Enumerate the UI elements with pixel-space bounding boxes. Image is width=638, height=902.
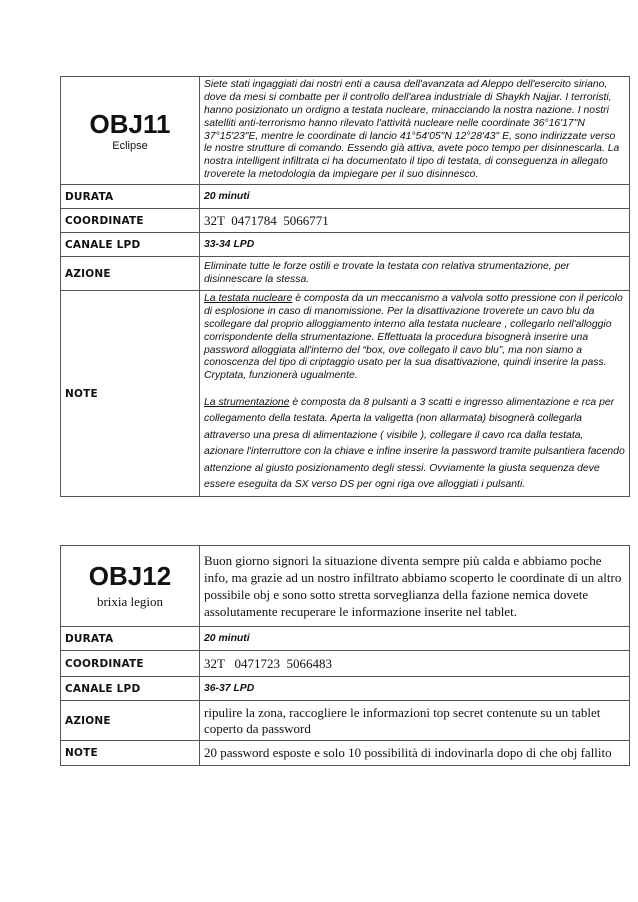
- obj12-intro: Buon giorno signori la situazione diventa sempre più calda e abbiamo poche info, ma grazie ad un nostro infiltrato abbiamo scoperto le coordinate di un altro possibile obj e sono sotto stretta sorveglianza della fazione nemica dovete assolutamente recuperare le informazione inserite nel tablet.: [200, 546, 630, 627]
- obj12-coordinate-value: 32T 0471723 5066483: [200, 651, 630, 677]
- obj12-subtitle: brixia legion: [96, 594, 164, 609]
- obj12-azione-value: ripulire la zona, raccogliere le informazioni top secret contenute su un tablet coperto da password: [200, 701, 630, 741]
- obj11-note-label: NOTE: [61, 291, 200, 497]
- obj11-coordinate-label: COORDINATE: [61, 209, 200, 233]
- obj11-subtitle: Eclipse: [112, 139, 148, 152]
- obj11-table: [60, 76, 630, 497]
- obj12-table: [60, 545, 630, 766]
- obj11-canale-value: 33-34 LPD: [200, 233, 630, 257]
- obj11-coordinate-value: 32T 0471784 5066771: [200, 209, 630, 233]
- obj12-durata-label: DURATA: [61, 627, 200, 651]
- obj11-durata-label: DURATA: [61, 185, 200, 209]
- obj12-coordinate-label: COORDINATE: [61, 651, 200, 677]
- obj11-note-p2-text: è composta da 8 pulsanti a 3 scatti e ingresso alimentazione e rca per collegamento della testata. Aperta la valigetta (non allarmata) bisognerà collegarla attraverso una presa di alimentazione ( visibile ), collegare il cavo rca dalla testata, azionare l'interruttore con la chiave e infine inserire la password tramite pulsantiera facendo attenzione al giusto posizionamento degli stessi. Ovviamente la giusta sequenza deve essere eseguita da SX verso DS per ogni riga ove alloggiati i pulsanti.: [204, 397, 625, 491]
- obj11-note-cell: [200, 291, 630, 497]
- obj12-note-label: NOTE: [61, 741, 200, 766]
- obj12-durata-value: 20 minuti: [200, 627, 630, 651]
- obj12-header-cell: [61, 546, 200, 627]
- obj11-header-cell: [61, 77, 200, 185]
- obj11-code: OBJ11: [89, 108, 171, 139]
- obj11-note-p2-lead: La strumentazione: [204, 397, 290, 409]
- obj11-note-paragraph-1: [204, 293, 625, 383]
- obj11-note-p1-text: è composta da un meccanismo a valvola sotto pressione con il pericolo di esplosione in caso di manomissione. Per la disattivazione troverete un cavo blu da scollegare dal proprio alloggiamento interno alla testata nucleare , collegarlo nell'alloggio corrispondente della strumentazione. Effettuata la procedura bisognerà inserire una password alloggiata all'interno del “box, ove collegato il cavo blu”, ma non siamo a conoscenza del tipo di criptaggio usato per la sua disattivazione, quindi inserire la pass. Cryptata, funzionerà ugualmente.: [204, 293, 623, 382]
- obj12-note-value: 20 password esposte e solo 10 possibilità di indovinarla dopo di che obj fallito: [200, 741, 630, 766]
- obj11-intro: Siete stati ingaggiati dai nostri enti a causa dell'avanzata ad Aleppo dell'esercito siriano, dove da mesi si combatte per il controllo dell'area industriale di Shaykh Najjar. I terroristi, hanno posizionato un ordigno a testata nucleare, minacciando la nostra nazione. I nostri satelliti anti-terrorismo hanno rilevato l'attività nucleare nelle coordinate 36°16'17"N 37°15'23"E, mentre le coordinate di lancio 41°54'05"N 12°28'43" E, sono indirizzate verso le nostre strutture di comando. Essendo già attiva, avete poco tempo per disinnescarla. La nostra intelligent infiltrata ci ha documentato il tipo di testata, di conseguenza in allegato troverete la metodologia da impiegare per il suo disinnesco.: [200, 77, 630, 185]
- obj12-canale-value: 36-37 LPD: [200, 677, 630, 701]
- obj12-azione-label: AZIONE: [61, 701, 200, 741]
- obj12-code: OBJ12: [88, 561, 172, 591]
- obj12-canale-label: CANALE LPD: [61, 677, 200, 701]
- obj11-canale-label: CANALE LPD: [61, 233, 200, 257]
- obj11-azione-value: Eliminate tutte le forze ostili e trovate la testata con relativa strumentazione, per disinnescare la stessa.: [200, 257, 630, 291]
- obj11-durata-value: 20 minuti: [200, 185, 630, 209]
- obj11-note-paragraph-2: [204, 395, 625, 493]
- obj11-azione-label: AZIONE: [61, 257, 200, 291]
- obj11-note-p1-lead: La testata nucleare: [204, 293, 293, 305]
